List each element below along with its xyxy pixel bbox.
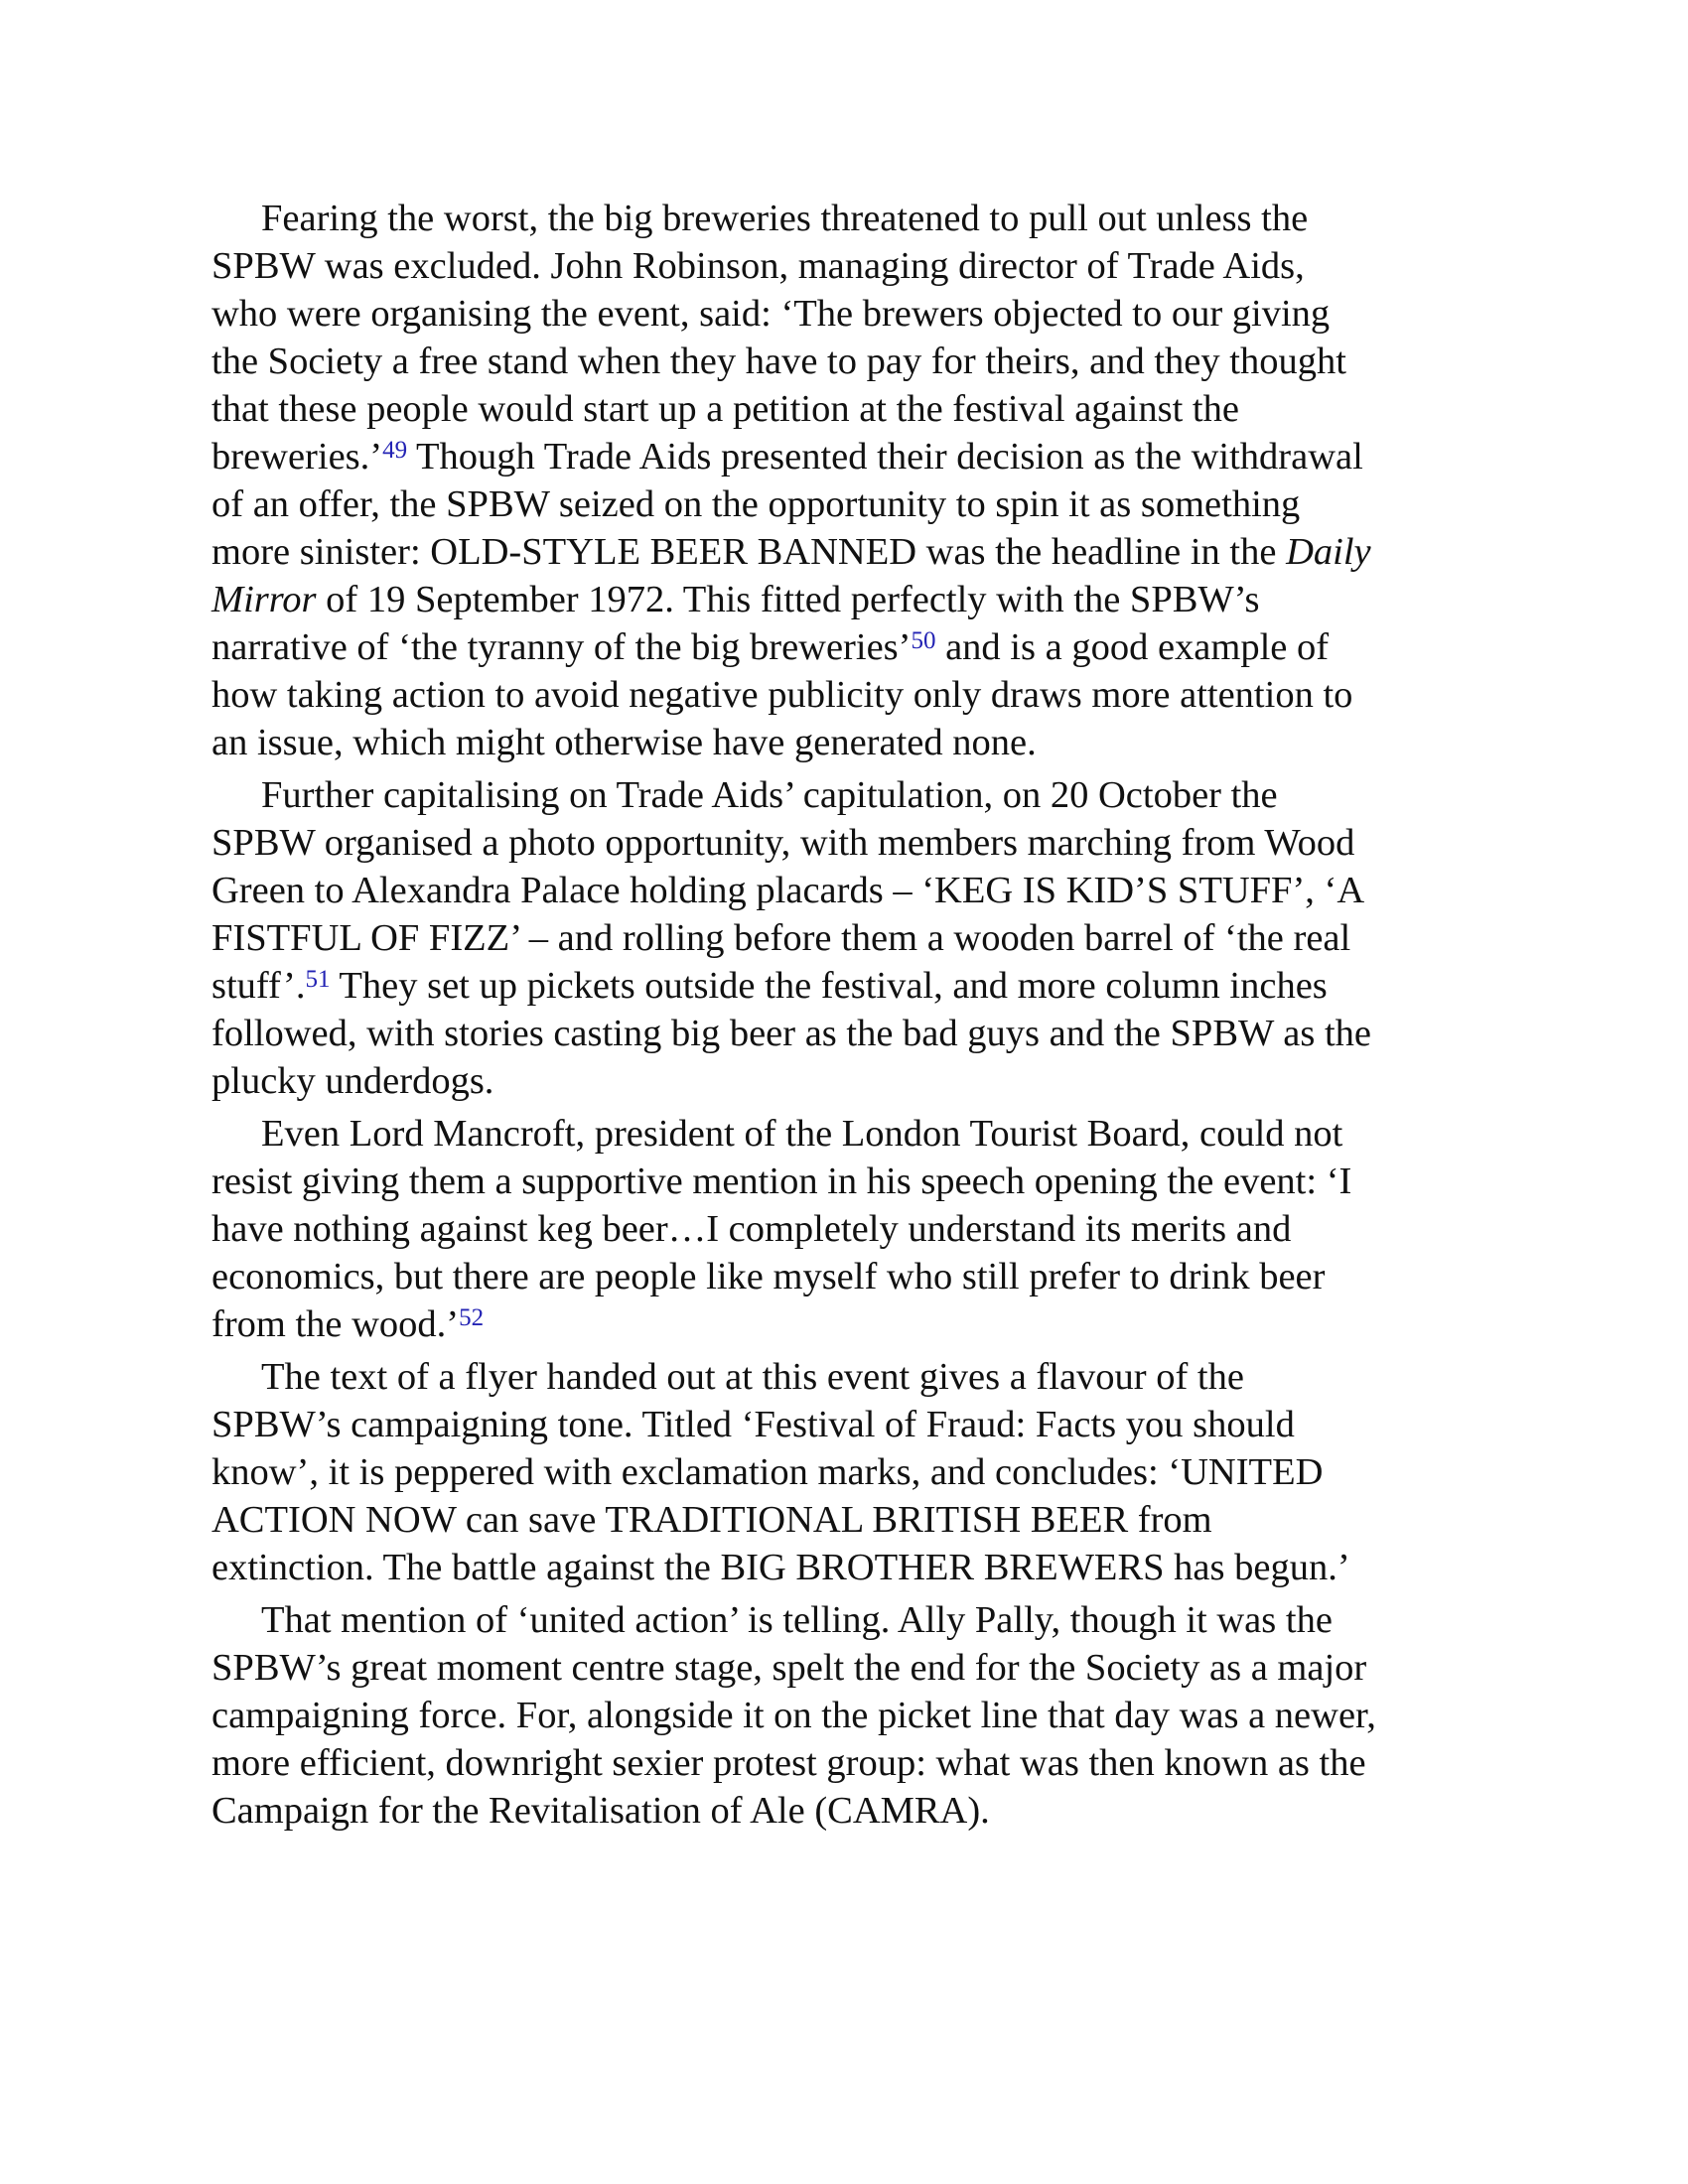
body-paragraph [211,1596,1502,1835]
text-run: Campaign for the Revitalisation of Ale (CAMRA). [211,1790,990,1832]
text-line [211,1448,1502,1496]
text-run: narrative of ‘the tyranny of the big breweries’ [211,626,912,668]
text-run: more efficient, downright sexier protest group: what was then known as the [211,1742,1366,1784]
text-line [211,623,1502,671]
text-run: that these people would start up a petition at the festival against the [211,388,1239,430]
text-line [211,914,1502,962]
text-line [211,433,1502,480]
text-run: SPBW organised a photo opportunity, with members marching from Wood [211,822,1355,864]
text-run: Further capitalising on Trade Aids’ capitulation, on 20 October the [261,774,1278,816]
text-run: followed, with stories casting big beer as the bad guys and the SPBW as the [211,1013,1371,1054]
text-line [211,1253,1502,1300]
text-line [211,385,1502,433]
text-run: who were organising the event, said: ‘The brewers objected to our giving [211,293,1331,335]
text-run: Green to Alexandra Palace holding placards – ‘KEG IS KID’S STUFF’, ‘A [211,870,1365,911]
italic-title-text: Mirror [211,579,317,620]
text-line [211,1544,1502,1591]
text-line [211,867,1502,914]
text-run: of an offer, the SPBW seized on the opportunity to spin it as something [211,483,1301,525]
text-run: resist giving them a supportive mention in his speech opening the event: ‘I [211,1160,1352,1202]
text-line [211,195,1502,242]
text-run: Even Lord Mancroft, president of the London Tourist Board, could not [261,1113,1343,1155]
text-line [211,1739,1502,1787]
footnote-reference-link[interactable]: 50 [911,627,936,654]
text-line [211,1205,1502,1253]
text-run: the Society a free stand when they have to pay for theirs, and they thought [211,341,1346,382]
text-line [211,290,1502,338]
text-line [211,1110,1502,1158]
text-run: and is a good example of [935,626,1330,668]
text-line [211,1353,1502,1401]
body-paragraph [211,1110,1502,1348]
text-run: campaigning force. For, alongside it on the picket line that day was a newer, [211,1695,1376,1736]
text-line [211,1300,1502,1348]
text-line [211,1010,1502,1057]
text-run: an issue, which might otherwise have generated none. [211,722,1037,763]
text-run: breweries.’ [211,436,383,478]
text-line [211,671,1502,719]
text-line [211,719,1502,766]
text-line [211,242,1502,290]
text-run: Fearing the worst, the big breweries threatened to pull out unless the [261,198,1309,239]
text-run: That mention of ‘united action’ is telling. Ally Pally, though it was the [261,1599,1333,1641]
text-line [211,528,1502,576]
italic-title-text: Daily [1286,531,1371,573]
body-paragraph [211,771,1502,1105]
footnote-reference-link[interactable]: 51 [305,966,331,993]
text-line [211,1057,1502,1105]
text-run: more sinister: OLD-STYLE BEER BANNED was the headline in the [211,531,1287,573]
text-run: have nothing against keg beer…I completely understand its merits and [211,1208,1292,1250]
text-line [211,1158,1502,1205]
text-line [211,1692,1502,1739]
text-line [211,819,1502,867]
text-run: SPBW’s great moment centre stage, spelt the end for the Society as a major [211,1647,1367,1689]
text-run: of 19 September 1972. This fitted perfectly with the SPBW’s [316,579,1260,620]
text-line [211,1401,1502,1448]
text-run: how taking action to avoid negative publicity only draws more attention to [211,674,1353,716]
text-line [211,1787,1502,1835]
text-run: SPBW was excluded. John Robinson, managing director of Trade Aids, [211,245,1305,287]
page-body [211,195,1502,1840]
text-run: They set up pickets outside the festival, and more column inches [330,965,1328,1007]
text-run: know’, it is peppered with exclamation marks, and concludes: ‘UNITED [211,1451,1324,1493]
text-line [211,1596,1502,1644]
text-run: Though Trade Aids presented their decision as the withdrawal [407,436,1363,478]
text-line [211,576,1502,623]
text-run: plucky underdogs. [211,1060,494,1102]
text-line [211,1644,1502,1692]
body-paragraph [211,195,1502,766]
footnote-reference-link[interactable]: 49 [382,437,408,464]
body-paragraph [211,1353,1502,1591]
text-run: ACTION NOW can save TRADITIONAL BRITISH BEER from [211,1499,1212,1541]
footnote-reference-link[interactable]: 52 [459,1304,485,1331]
text-line [211,771,1502,819]
text-run: extinction. The battle against the BIG BROTHER BREWERS has begun.’ [211,1547,1350,1588]
text-line [211,962,1502,1010]
text-line [211,480,1502,528]
text-run: from the wood.’ [211,1303,460,1345]
text-line [211,1496,1502,1544]
text-run: stuff’. [211,965,306,1007]
text-run: economics, but there are people like myself who still prefer to drink beer [211,1256,1326,1297]
text-run: SPBW’s campaigning tone. Titled ‘Festival of Fraud: Facts you should [211,1404,1295,1445]
text-run: FISTFUL OF FIZZ’ – and rolling before them a wooden barrel of ‘the real [211,917,1351,959]
text-line [211,338,1502,385]
text-run: The text of a flyer handed out at this event gives a flavour of the [261,1356,1244,1398]
